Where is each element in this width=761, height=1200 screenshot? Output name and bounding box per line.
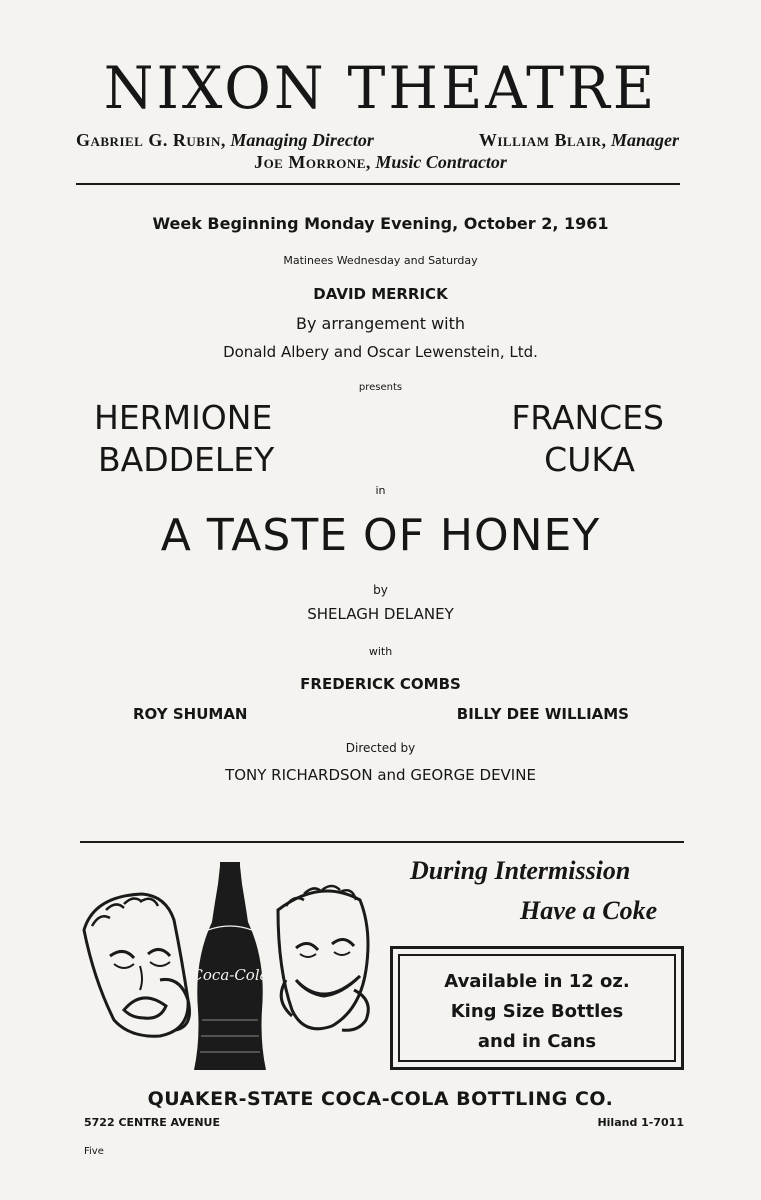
managing-director-name: Gabriel G. Rubin,	[76, 130, 226, 150]
ad-address: 5722 CENTRE AVENUE	[84, 1116, 221, 1129]
managing-director-line	[76, 130, 374, 151]
costar-right: BILLY DEE WILLIAMS	[456, 705, 629, 723]
theatre-name: NIXON THEATRE	[103, 54, 658, 122]
ad-available-box	[390, 946, 684, 1070]
costar-left: ROY SHUMAN	[133, 705, 248, 723]
managing-director-title: Managing Director	[230, 130, 374, 150]
ad-headline-1: During Intermission	[410, 856, 631, 885]
manager-line	[479, 130, 679, 151]
coke-bottle-icon	[191, 862, 268, 1070]
in-label: in	[375, 484, 386, 497]
manager-title: Manager	[610, 130, 679, 150]
manager-name: William Blair,	[478, 130, 607, 150]
costar-center: FREDERICK COMBS	[300, 675, 461, 693]
directors-line: TONY RICHARDSON and GEORGE DEVINE	[225, 766, 536, 784]
bottle-logo: Coca-Cola	[191, 966, 269, 984]
star-left-first: HERMIONE	[94, 398, 273, 437]
ad-box-line-1: Available in 12 oz.	[444, 971, 630, 992]
tragedy-mask-icon	[84, 894, 190, 1036]
arrangement-line: By arrangement with	[295, 314, 466, 333]
coke-illustration	[70, 860, 390, 1080]
star-left-last: BADDELEY	[98, 440, 275, 479]
ad-phone: Hiland 1-7011	[597, 1116, 684, 1129]
arrangement-with-line: Donald Albery and Oscar Lewenstein, Ltd.	[223, 343, 538, 361]
directed-by-label: Directed by	[345, 741, 416, 755]
by-label: by	[373, 583, 388, 597]
week-line: Week Beginning Monday Evening, October 2, 1961	[152, 214, 609, 233]
ad-box-line-2: King Size Bottles	[450, 1001, 624, 1022]
matinees-line: Matinees Wednesday and Saturday	[283, 254, 478, 267]
ad-company: QUAKER-STATE COCA-COLA BOTTLING CO.	[147, 1088, 614, 1110]
page-number: Five	[84, 1146, 104, 1157]
author-name: SHELAGH DELANEY	[307, 605, 454, 623]
ad-divider	[80, 841, 684, 843]
play-title: A TASTE OF HONEY	[160, 510, 601, 561]
presents-label: presents	[358, 382, 403, 393]
star-right-first: FRANCES	[511, 398, 664, 437]
music-contractor-line	[0, 152, 761, 173]
music-contractor-title: Music Contractor	[375, 152, 507, 172]
header-divider	[76, 183, 680, 185]
ad-headline-2: Have a Coke	[520, 896, 658, 925]
with-label: with	[368, 645, 393, 658]
star-right-last: CUKA	[544, 440, 635, 479]
comedy-mask-icon	[278, 886, 368, 1030]
music-contractor-name: Joe Morrone,	[254, 152, 371, 172]
ad-box-line-3: and in Cans	[477, 1031, 597, 1052]
producer-name: DAVID MERRICK	[313, 285, 448, 303]
